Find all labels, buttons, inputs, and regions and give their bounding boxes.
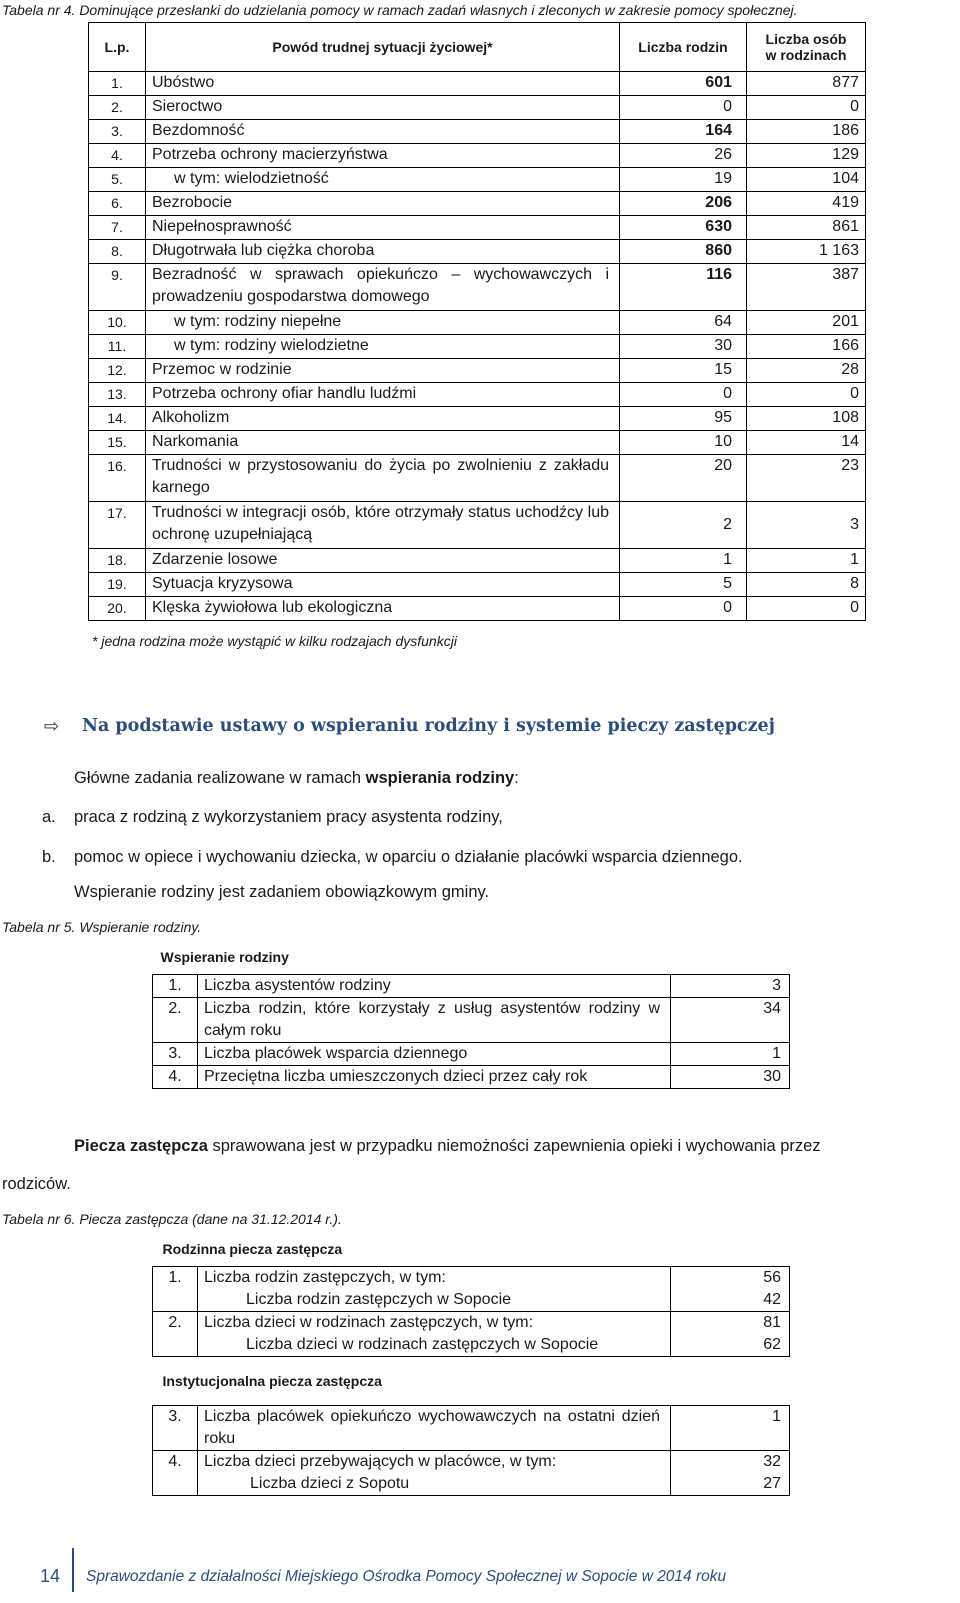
row-families: 1 bbox=[620, 549, 747, 573]
row-num: 2. bbox=[153, 1312, 198, 1357]
row-persons: 201 bbox=[747, 311, 866, 335]
foster-paragraph bbox=[74, 1137, 954, 1156]
row-value: 1 bbox=[671, 1406, 790, 1451]
table-row bbox=[89, 407, 866, 431]
row-num: 19. bbox=[89, 573, 146, 597]
row-families: 64 bbox=[620, 311, 747, 335]
row-num: 17. bbox=[89, 502, 146, 549]
row-families: 601 bbox=[620, 72, 747, 96]
row-main-text: Liczba dzieci w rodzinach zastępczych, w tym: bbox=[204, 1314, 534, 1331]
table5 bbox=[152, 940, 790, 1089]
table-row bbox=[89, 335, 866, 359]
row-sub-value: 27 bbox=[763, 1475, 781, 1492]
table-row bbox=[153, 998, 790, 1043]
row-text: Liczba asystentów rodziny bbox=[198, 975, 671, 998]
row-persons: 1 163 bbox=[747, 240, 866, 264]
table-row bbox=[153, 1066, 790, 1089]
row-num: 3. bbox=[153, 1406, 198, 1451]
table4-footnote: * jedna rodzina może wystąpić w kilku rodzajach dysfunkcji bbox=[92, 633, 457, 649]
page-number: 14 bbox=[40, 1566, 61, 1586]
table6-header2: Instytucjonalna piecza zastępcza bbox=[162, 1373, 382, 1389]
row-families: 206 bbox=[620, 192, 747, 216]
row-families: 10 bbox=[620, 431, 747, 455]
row-persons: 419 bbox=[747, 192, 866, 216]
footer-divider bbox=[72, 1548, 74, 1592]
row-main-value: 56 bbox=[763, 1269, 781, 1286]
table6-header-row bbox=[153, 1357, 790, 1406]
footer-text: Sprawozdanie z działalności Miejskiego Ośrodka Pomocy Społecznej w Sopocie w 2014 roku bbox=[86, 1568, 727, 1585]
row-sub-text: Liczba dzieci w rodzinach zastępczych w Sopocie bbox=[246, 1336, 599, 1353]
header-reason: Powód trudnej sytuacji życiowej* bbox=[146, 23, 620, 72]
row-persons: 0 bbox=[747, 96, 866, 120]
row-num: 1. bbox=[89, 72, 146, 96]
row-families: 2 bbox=[620, 502, 747, 549]
row-persons: 28 bbox=[747, 359, 866, 383]
row-families: 19 bbox=[620, 168, 747, 192]
header-families: Liczba rodzin bbox=[620, 23, 747, 72]
row-families: 15 bbox=[620, 359, 747, 383]
foster-line1: sprawowana jest w przypadku niemożności zapewnienia opieki i wychowania przez bbox=[207, 1137, 821, 1155]
row-num: 4. bbox=[153, 1066, 198, 1089]
row-text: Przeciętna liczba umieszczonych dzieci przez cały rok bbox=[198, 1066, 671, 1089]
row-reason: Sieroctwo bbox=[146, 96, 620, 120]
row-num: 15. bbox=[89, 431, 146, 455]
row-families: 26 bbox=[620, 144, 747, 168]
row-sub-value: 42 bbox=[763, 1291, 781, 1308]
row-persons: 8 bbox=[747, 573, 866, 597]
table-row bbox=[89, 359, 866, 383]
row-num: 5. bbox=[89, 168, 146, 192]
table-row bbox=[153, 1451, 790, 1496]
row-value: 34 bbox=[671, 998, 790, 1043]
row-persons: 387 bbox=[747, 264, 866, 311]
row-reason: Trudności w przystosowaniu do życia po zwolnieniu z zakładu karnego bbox=[146, 455, 620, 502]
row-families: 5 bbox=[620, 573, 747, 597]
row-reason: Niepełnosprawność bbox=[146, 216, 620, 240]
row-families: 630 bbox=[620, 216, 747, 240]
row-text bbox=[198, 1312, 671, 1357]
table-row bbox=[89, 549, 866, 573]
table-row bbox=[153, 1043, 790, 1066]
row-reason: Narkomania bbox=[146, 431, 620, 455]
row-num: 1. bbox=[153, 1267, 198, 1312]
row-families: 0 bbox=[620, 597, 747, 621]
row-reason: w tym: rodziny wielodzietne bbox=[146, 335, 620, 359]
table-row bbox=[153, 1267, 790, 1312]
row-persons: 0 bbox=[747, 383, 866, 407]
table-row bbox=[89, 573, 866, 597]
row-persons: 104 bbox=[747, 168, 866, 192]
row-num: 20. bbox=[89, 597, 146, 621]
row-persons: 861 bbox=[747, 216, 866, 240]
row-reason: Alkoholizm bbox=[146, 407, 620, 431]
table-row bbox=[89, 455, 866, 502]
table-row bbox=[89, 597, 866, 621]
row-persons: 108 bbox=[747, 407, 866, 431]
table-row bbox=[89, 383, 866, 407]
row-reason: Bezdomność bbox=[146, 120, 620, 144]
row-value bbox=[671, 1451, 790, 1496]
section-heading: Na podstawie ustawy o wspieraniu rodziny i systemie pieczy zastępczej bbox=[82, 716, 775, 736]
row-persons: 14 bbox=[747, 431, 866, 455]
row-num: 1. bbox=[153, 975, 198, 998]
table-row bbox=[89, 502, 866, 549]
row-reason: Klęska żywiołowa lub ekologiczna bbox=[146, 597, 620, 621]
row-value bbox=[671, 1267, 790, 1312]
row-reason: Bezrobocie bbox=[146, 192, 620, 216]
row-persons: 3 bbox=[747, 502, 866, 549]
row-num: 10. bbox=[89, 311, 146, 335]
row-families: 116 bbox=[620, 264, 747, 311]
foster-line2: rodziców. bbox=[2, 1175, 71, 1193]
table4 bbox=[88, 22, 866, 621]
row-families: 20 bbox=[620, 455, 747, 502]
intro-prefix: Główne zadania realizowane w ramach bbox=[74, 769, 366, 787]
table-row bbox=[153, 1312, 790, 1357]
row-text: Liczba rodzin, które korzystały z usług asystentów rodziny w całym roku bbox=[198, 998, 671, 1043]
row-sub-text: Liczba rodzin zastępczych w Sopocie bbox=[246, 1291, 512, 1308]
row-main-text: Liczba dzieci przebywających w placówce, w tym: bbox=[204, 1453, 557, 1470]
row-main-value: 32 bbox=[763, 1453, 781, 1470]
table-row bbox=[89, 192, 866, 216]
row-num: 16. bbox=[89, 455, 146, 502]
intro-suffix: : bbox=[514, 769, 519, 787]
table-row bbox=[89, 311, 866, 335]
row-num: 3. bbox=[153, 1043, 198, 1066]
row-reason: w tym: rodziny niepełne bbox=[146, 311, 620, 335]
row-text bbox=[198, 1451, 671, 1496]
intro-bold: wspierania rodziny bbox=[365, 769, 515, 787]
table-row bbox=[89, 168, 866, 192]
row-persons: 1 bbox=[747, 549, 866, 573]
row-families: 95 bbox=[620, 407, 747, 431]
table-row bbox=[89, 240, 866, 264]
row-reason: Potrzeba ochrony macierzyństwa bbox=[146, 144, 620, 168]
section-closing: Wspieranie rodziny jest zadaniem obowiązkowym gminy. bbox=[74, 883, 490, 901]
header-persons-line2: w rodzinach bbox=[765, 47, 847, 63]
table6-header-row bbox=[153, 1232, 790, 1267]
list-item-label: a. bbox=[42, 808, 56, 826]
row-sub-text: Liczba dzieci z Sopotu bbox=[250, 1475, 410, 1492]
row-families: 860 bbox=[620, 240, 747, 264]
row-persons: 23 bbox=[747, 455, 866, 502]
row-num: 9. bbox=[89, 264, 146, 311]
row-num: 11. bbox=[89, 335, 146, 359]
row-reason: Bezradność w sprawach opiekuńczo – wychowawczych i prowadzeniu gospodarstwa domowego bbox=[146, 264, 620, 311]
row-num: 6. bbox=[89, 192, 146, 216]
table-row bbox=[89, 216, 866, 240]
row-main-value: 81 bbox=[763, 1314, 781, 1331]
row-num: 7. bbox=[89, 216, 146, 240]
table6-header1: Rodzinna piecza zastępcza bbox=[162, 1241, 343, 1257]
row-reason: Sytuacja kryzysowa bbox=[146, 573, 620, 597]
row-num: 2. bbox=[153, 998, 198, 1043]
table6-caption: Tabela nr 6. Piecza zastępcza (dane na 31.12.2014 r.). bbox=[2, 1211, 342, 1227]
table5-header-row bbox=[153, 940, 790, 975]
row-reason: Przemoc w rodzinie bbox=[146, 359, 620, 383]
table-row bbox=[89, 72, 866, 96]
row-text: Liczba placówek opiekuńczo wychowawczych na ostatni dzień roku bbox=[198, 1406, 671, 1451]
row-families: 0 bbox=[620, 96, 747, 120]
row-num: 3. bbox=[89, 120, 146, 144]
row-value bbox=[671, 1312, 790, 1357]
row-persons: 129 bbox=[747, 144, 866, 168]
row-reason: w tym: wielodzietność bbox=[146, 168, 620, 192]
row-persons: 166 bbox=[747, 335, 866, 359]
table-row bbox=[89, 120, 866, 144]
table4-caption: Tabela nr 4. Dominujące przesłanki do udzielania pomocy w ramach zadań własnych i zleconych w zakresie pomocy społecznej. bbox=[2, 2, 798, 18]
foster-bold: Piecza zastępcza bbox=[74, 1137, 208, 1155]
header-persons-line1: Liczba osób bbox=[765, 31, 847, 47]
arrow-right-icon: ⇨ bbox=[44, 716, 60, 736]
row-value: 30 bbox=[671, 1066, 790, 1089]
row-num: 18. bbox=[89, 549, 146, 573]
list-item-label: b. bbox=[42, 848, 56, 866]
table6 bbox=[152, 1232, 790, 1496]
row-persons: 877 bbox=[747, 72, 866, 96]
list-item: pomoc w opiece i wychowaniu dziecka, w oparciu o działanie placówki wsparcia dziennego. bbox=[74, 848, 743, 866]
row-reason: Długotrwała lub ciężka choroba bbox=[146, 240, 620, 264]
row-text: Liczba placówek wsparcia dziennego bbox=[198, 1043, 671, 1066]
row-families: 164 bbox=[620, 120, 747, 144]
row-families: 30 bbox=[620, 335, 747, 359]
table-row bbox=[89, 96, 866, 120]
row-value: 3 bbox=[671, 975, 790, 998]
row-num: 14. bbox=[89, 407, 146, 431]
row-main-text: Liczba rodzin zastępczych, w tym: bbox=[204, 1269, 446, 1286]
section-intro bbox=[74, 769, 519, 788]
header-lp: L.p. bbox=[89, 23, 146, 72]
table5-header: Wspieranie rodziny bbox=[160, 949, 289, 965]
row-persons: 0 bbox=[747, 597, 866, 621]
table-row bbox=[153, 1406, 790, 1451]
row-persons: 186 bbox=[747, 120, 866, 144]
row-reason: Ubóstwo bbox=[146, 72, 620, 96]
table4-header-row bbox=[89, 23, 866, 72]
table-row bbox=[89, 431, 866, 455]
row-reason: Trudności w integracji osób, które otrzymały status uchodźcy lub ochronę uzupełniającą bbox=[146, 502, 620, 549]
row-num: 12. bbox=[89, 359, 146, 383]
row-num: 8. bbox=[89, 240, 146, 264]
row-value: 1 bbox=[671, 1043, 790, 1066]
row-text bbox=[198, 1267, 671, 1312]
row-num: 2. bbox=[89, 96, 146, 120]
row-num: 4. bbox=[89, 144, 146, 168]
row-num: 13. bbox=[89, 383, 146, 407]
row-reason: Potrzeba ochrony ofiar handlu ludźmi bbox=[146, 383, 620, 407]
row-sub-value: 62 bbox=[763, 1336, 781, 1353]
header-persons bbox=[747, 23, 866, 72]
row-families: 0 bbox=[620, 383, 747, 407]
table-row bbox=[153, 975, 790, 998]
table-row bbox=[89, 144, 866, 168]
table-row bbox=[89, 264, 866, 311]
list-item: praca z rodziną z wykorzystaniem pracy asystenta rodziny, bbox=[74, 808, 503, 826]
row-num: 4. bbox=[153, 1451, 198, 1496]
row-reason: Zdarzenie losowe bbox=[146, 549, 620, 573]
table5-caption: Tabela nr 5. Wspieranie rodziny. bbox=[2, 919, 202, 935]
